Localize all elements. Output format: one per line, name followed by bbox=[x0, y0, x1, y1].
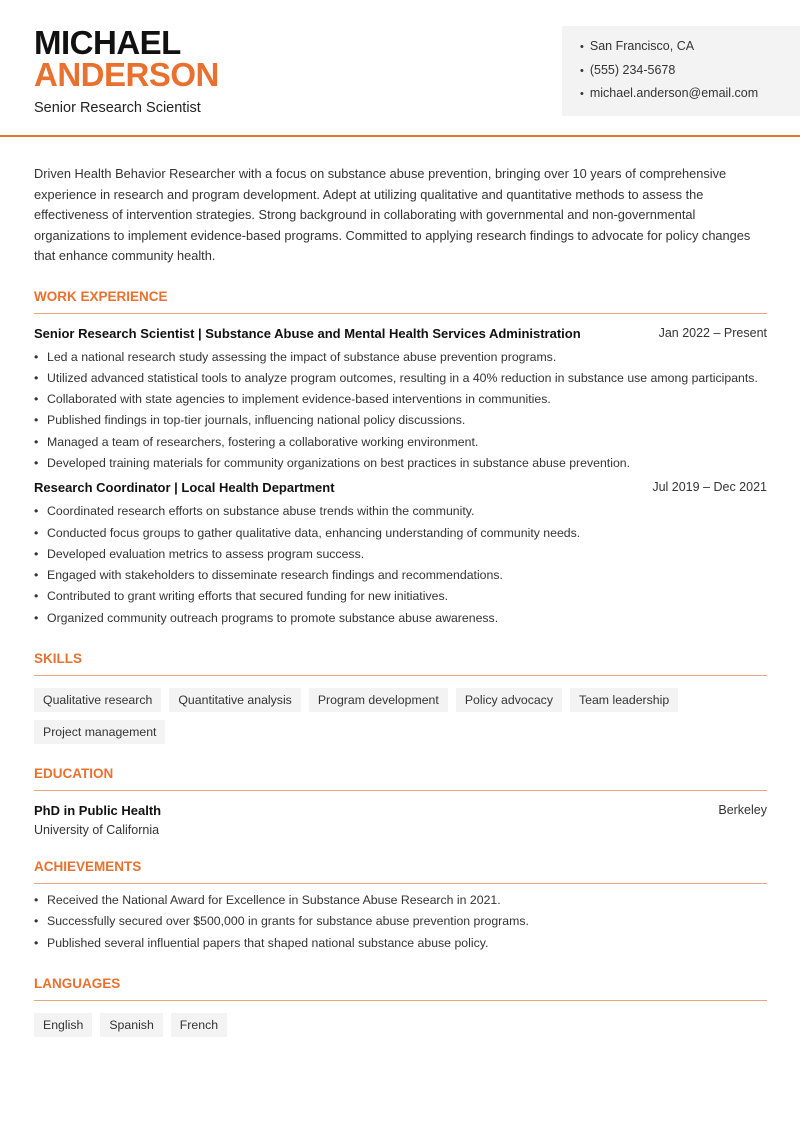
education-location: Berkeley bbox=[718, 803, 767, 818]
job-header bbox=[34, 480, 767, 495]
job-bullets bbox=[34, 501, 767, 629]
skill-chip: Project management bbox=[34, 720, 165, 744]
list-item: • Developed training materials for community organizations on best practices in substance abuse prevention. bbox=[34, 453, 767, 474]
job-title: Senior Research Scientist | Substance Abuse and Mental Health Services Administration bbox=[34, 325, 581, 341]
job-bullets bbox=[34, 347, 767, 475]
degree: PhD in Public Health bbox=[34, 803, 162, 819]
list-item: • Successfully secured over $500,000 in grants for substance abuse prevention programs. bbox=[34, 911, 767, 932]
summary: Driven Health Behavior Researcher with a focus on substance abuse prevention, bringing over 10 years of comprehensive experience in research and program development. Adept at utilizing qualitative and quantitative methods to assess the effectiveness of intervention strategies. Strong background in collaborating with governmental and non-governmental organizations to implement evidence-based programs. Committed to applying research findings to advocate for policy changes that enhance community health. bbox=[34, 166, 751, 263]
skill-chip: Program development bbox=[309, 688, 448, 712]
contact-email: • michael.anderson@email.com bbox=[580, 85, 800, 109]
job-title: Senior Research Scientist bbox=[34, 100, 201, 116]
skills-list bbox=[34, 688, 767, 744]
section-languages: LANGUAGES bbox=[34, 976, 767, 1001]
skill-chip: Qualitative research bbox=[34, 688, 161, 712]
list-item: • Contributed to grant writing efforts that secured funding for new initiatives. bbox=[34, 586, 767, 607]
list-item: • Collaborated with state agencies to implement evidence-based interventions in communities. bbox=[34, 389, 767, 410]
list-item: • Coordinated research efforts on substance abuse trends within the community. bbox=[34, 501, 767, 522]
skill-chip: Policy advocacy bbox=[456, 688, 562, 712]
section-achievements: ACHIEVEMENTS bbox=[34, 859, 767, 884]
school: University of California bbox=[34, 823, 160, 838]
list-item: • Published findings in top-tier journals, influencing national policy discussions. bbox=[34, 410, 767, 431]
section-skills: SKILLS bbox=[34, 651, 767, 676]
job-header bbox=[34, 326, 767, 341]
skill-chip: Team leadership bbox=[570, 688, 678, 712]
list-item: • Published several influential papers that shaped national substance abuse policy. bbox=[34, 933, 767, 954]
languages-list bbox=[34, 1013, 767, 1037]
contact-location: • San Francisco, CA bbox=[580, 38, 800, 62]
language-chip: English bbox=[34, 1013, 92, 1037]
contact-box bbox=[562, 26, 800, 116]
list-item: • Led a national research study assessing the impact of substance abuse prevention programs. bbox=[34, 347, 767, 368]
last-name: ANDERSON bbox=[34, 56, 219, 93]
job-dates: Jan 2022 – Present bbox=[658, 325, 767, 340]
list-item: • Engaged with stakeholders to disseminate research findings and recommendations. bbox=[34, 565, 767, 586]
language-chip: French bbox=[171, 1013, 227, 1037]
education-header bbox=[34, 803, 767, 818]
achievements-list bbox=[34, 890, 767, 954]
section-work-experience: WORK EXPERIENCE bbox=[34, 289, 767, 314]
list-item: • Received the National Award for Excellence in Substance Abuse Research in 2021. bbox=[34, 890, 767, 911]
list-item: • Conducted focus groups to gather qualitative data, enhancing understanding of community needs. bbox=[34, 523, 767, 544]
list-item: • Managed a team of researchers, fostering a collaborative working environment. bbox=[34, 432, 767, 453]
contact-phone: • (555) 234-5678 bbox=[580, 62, 800, 86]
job-dates: Jul 2019 – Dec 2021 bbox=[652, 480, 767, 495]
resume-header bbox=[0, 0, 800, 137]
list-item: • Organized community outreach programs to promote substance abuse awareness. bbox=[34, 608, 767, 629]
list-item: • Developed evaluation metrics to assess program success. bbox=[34, 544, 767, 565]
first-name: MICHAEL bbox=[34, 24, 181, 61]
skill-chip: Quantitative analysis bbox=[169, 688, 300, 712]
section-education: EDUCATION bbox=[34, 766, 767, 791]
list-item: • Utilized advanced statistical tools to analyze program outcomes, resulting in a 40% reduction in substance use among participants. bbox=[34, 368, 767, 389]
job-title: Research Coordinator | Local Health Department bbox=[34, 480, 335, 496]
language-chip: Spanish bbox=[100, 1013, 162, 1037]
